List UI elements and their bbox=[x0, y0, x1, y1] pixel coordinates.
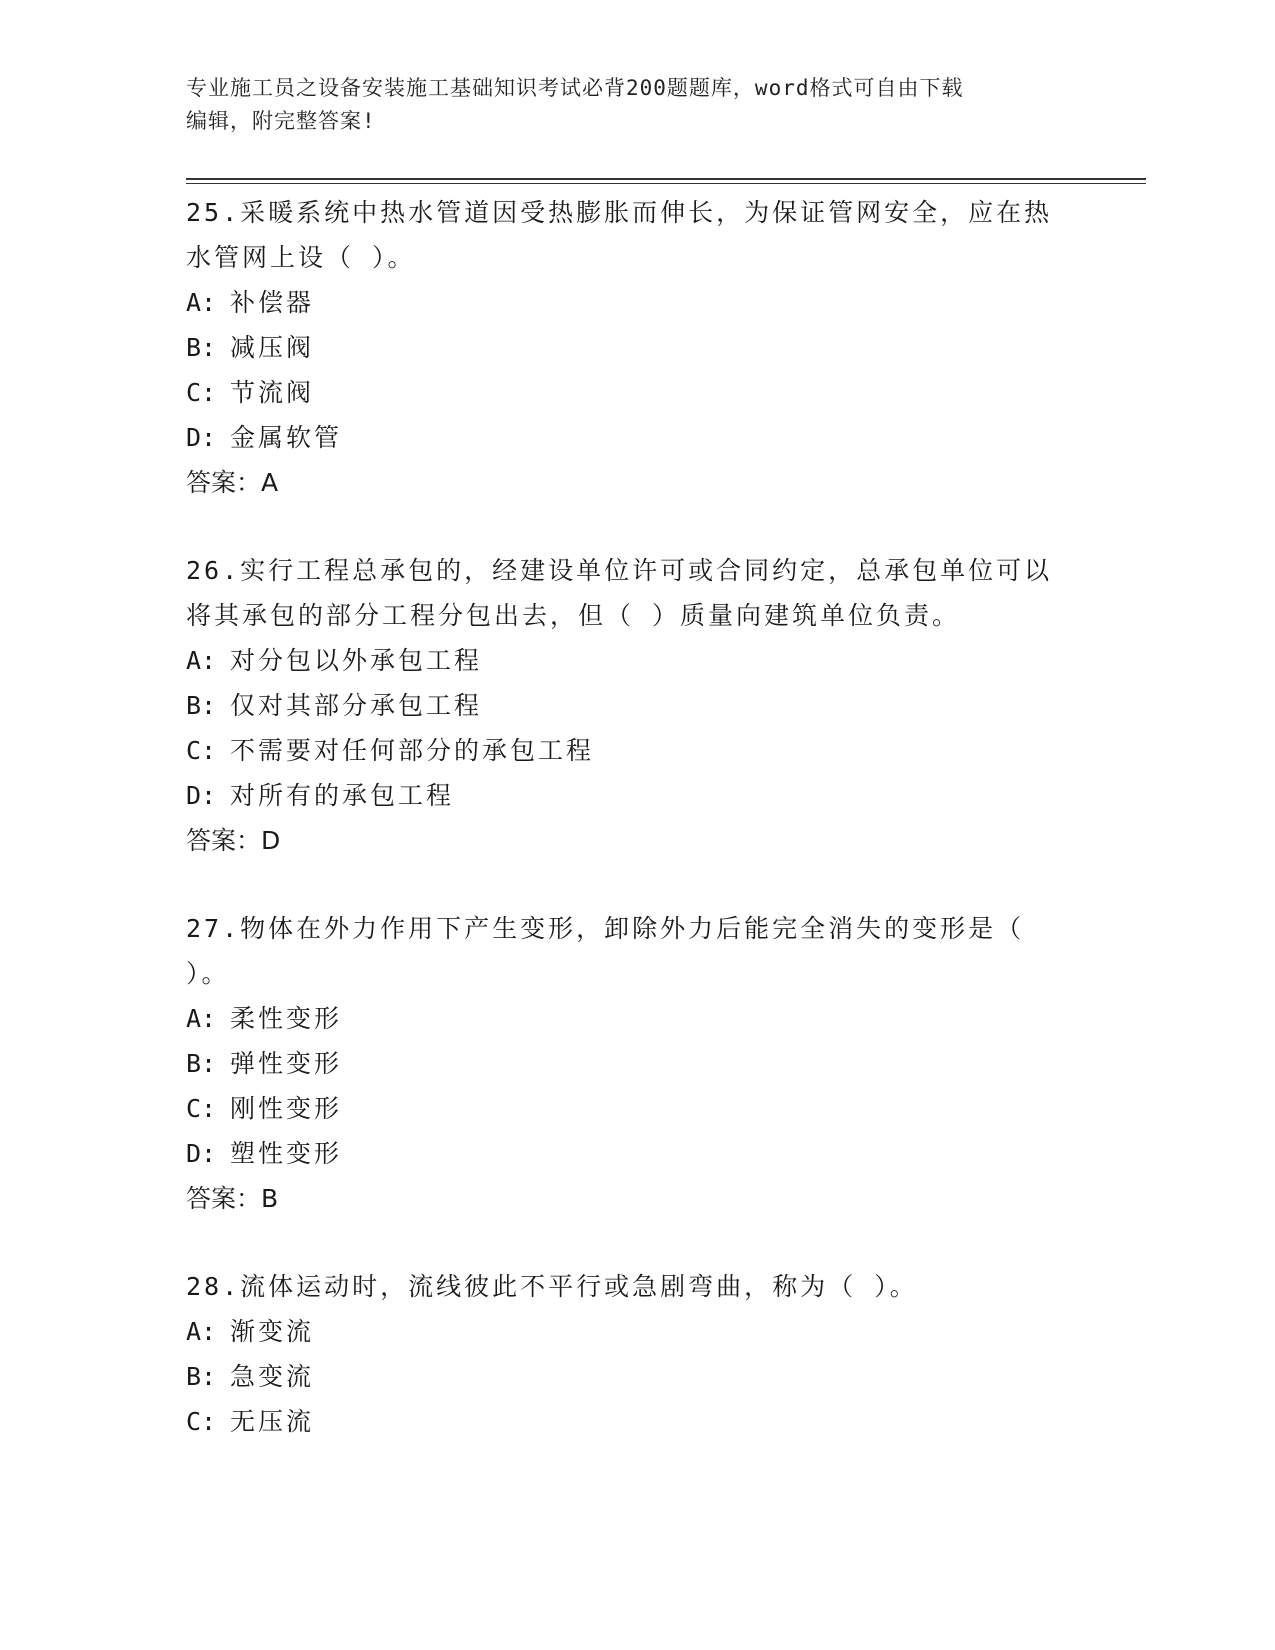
question-list bbox=[186, 190, 1086, 1487]
answer-value: D bbox=[261, 826, 281, 855]
option-a bbox=[186, 996, 1086, 1041]
question-stem-line: 将其承包的部分工程分包出去，但（ ）质量向建筑单位负责。 bbox=[186, 601, 961, 630]
answer-line bbox=[186, 1176, 1086, 1221]
answer-line bbox=[186, 460, 1086, 505]
option-a bbox=[186, 280, 1086, 325]
option-letter: D: bbox=[186, 1139, 217, 1168]
option-text: 对所有的承包工程 bbox=[230, 781, 455, 810]
header-line-1: 专业施工员之设备安装施工基础知识考试必背200题题库，word格式可自由下载 bbox=[186, 76, 964, 100]
header-divider-thin bbox=[186, 183, 1146, 184]
option-text: 金属软管 bbox=[230, 423, 343, 452]
question-stem-line: 26.实行工程总承包的，经建设单位许可或合同约定，总承包单位可以 bbox=[186, 556, 1053, 585]
option-letter: B: bbox=[186, 333, 217, 362]
option-text: 补偿器 bbox=[230, 288, 315, 317]
question-27 bbox=[186, 906, 1086, 1221]
option-letter: A: bbox=[186, 646, 217, 675]
question-stem-line: 25.采暖系统中热水管道因受热膨胀而伸长，为保证管网安全，应在热 bbox=[186, 198, 1053, 227]
option-c bbox=[186, 1086, 1086, 1131]
option-text: 柔性变形 bbox=[230, 1004, 343, 1033]
question-stem-line: 28.流体运动时，流线彼此不平行或急剧弯曲，称为（ ）。 bbox=[186, 1272, 918, 1301]
option-text: 节流阀 bbox=[230, 378, 315, 407]
option-b bbox=[186, 325, 1086, 370]
option-c bbox=[186, 1399, 1086, 1444]
question-28 bbox=[186, 1264, 1086, 1444]
option-c bbox=[186, 370, 1086, 415]
answer-value: B bbox=[261, 1184, 279, 1213]
option-text: 无压流 bbox=[230, 1407, 315, 1436]
option-letter: C: bbox=[186, 1407, 217, 1436]
option-c bbox=[186, 728, 1086, 773]
answer-value: A bbox=[261, 468, 279, 497]
header-line-2: 编辑，附完整答案! bbox=[186, 109, 376, 133]
option-letter: B: bbox=[186, 1049, 217, 1078]
question-stem-line: ）。 bbox=[186, 959, 230, 988]
option-text: 不需要对任何部分的承包工程 bbox=[230, 736, 595, 765]
option-text: 渐变流 bbox=[230, 1317, 315, 1346]
option-a bbox=[186, 638, 1086, 683]
option-text: 急变流 bbox=[230, 1362, 315, 1391]
option-d bbox=[186, 415, 1086, 460]
option-letter: C: bbox=[186, 736, 217, 765]
question-stem-line: 水管网上设（ ）。 bbox=[186, 243, 416, 272]
document-header bbox=[186, 72, 1066, 138]
option-letter: D: bbox=[186, 781, 217, 810]
option-letter: A: bbox=[186, 1004, 217, 1033]
option-text: 刚性变形 bbox=[230, 1094, 343, 1123]
option-a bbox=[186, 1309, 1086, 1354]
header-divider-thick bbox=[186, 178, 1146, 180]
option-text: 减压阀 bbox=[230, 333, 315, 362]
question-stem bbox=[186, 548, 1086, 638]
option-d bbox=[186, 1131, 1086, 1176]
option-b bbox=[186, 1041, 1086, 1086]
option-b bbox=[186, 1354, 1086, 1399]
option-text: 对分包以外承包工程 bbox=[230, 646, 483, 675]
answer-label: 答案： bbox=[186, 468, 262, 497]
option-d bbox=[186, 773, 1086, 818]
question-stem bbox=[186, 190, 1086, 280]
option-letter: C: bbox=[186, 1094, 217, 1123]
option-letter: A: bbox=[186, 288, 217, 317]
option-b bbox=[186, 683, 1086, 728]
option-letter: B: bbox=[186, 1362, 217, 1391]
option-letter: C: bbox=[186, 378, 217, 407]
answer-line bbox=[186, 818, 1086, 863]
option-text: 仅对其部分承包工程 bbox=[230, 691, 483, 720]
option-text: 塑性变形 bbox=[230, 1139, 343, 1168]
question-26 bbox=[186, 548, 1086, 863]
option-text: 弹性变形 bbox=[230, 1049, 343, 1078]
option-letter: D: bbox=[186, 423, 217, 452]
answer-label: 答案： bbox=[186, 826, 262, 855]
question-stem-line: 27.物体在外力作用下产生变形，卸除外力后能完全消失的变形是（ bbox=[186, 914, 1025, 943]
question-25 bbox=[186, 190, 1086, 505]
answer-label: 答案： bbox=[186, 1184, 262, 1213]
question-stem bbox=[186, 906, 1086, 996]
option-letter: A: bbox=[186, 1317, 217, 1346]
question-stem bbox=[186, 1264, 1086, 1309]
option-letter: B: bbox=[186, 691, 217, 720]
